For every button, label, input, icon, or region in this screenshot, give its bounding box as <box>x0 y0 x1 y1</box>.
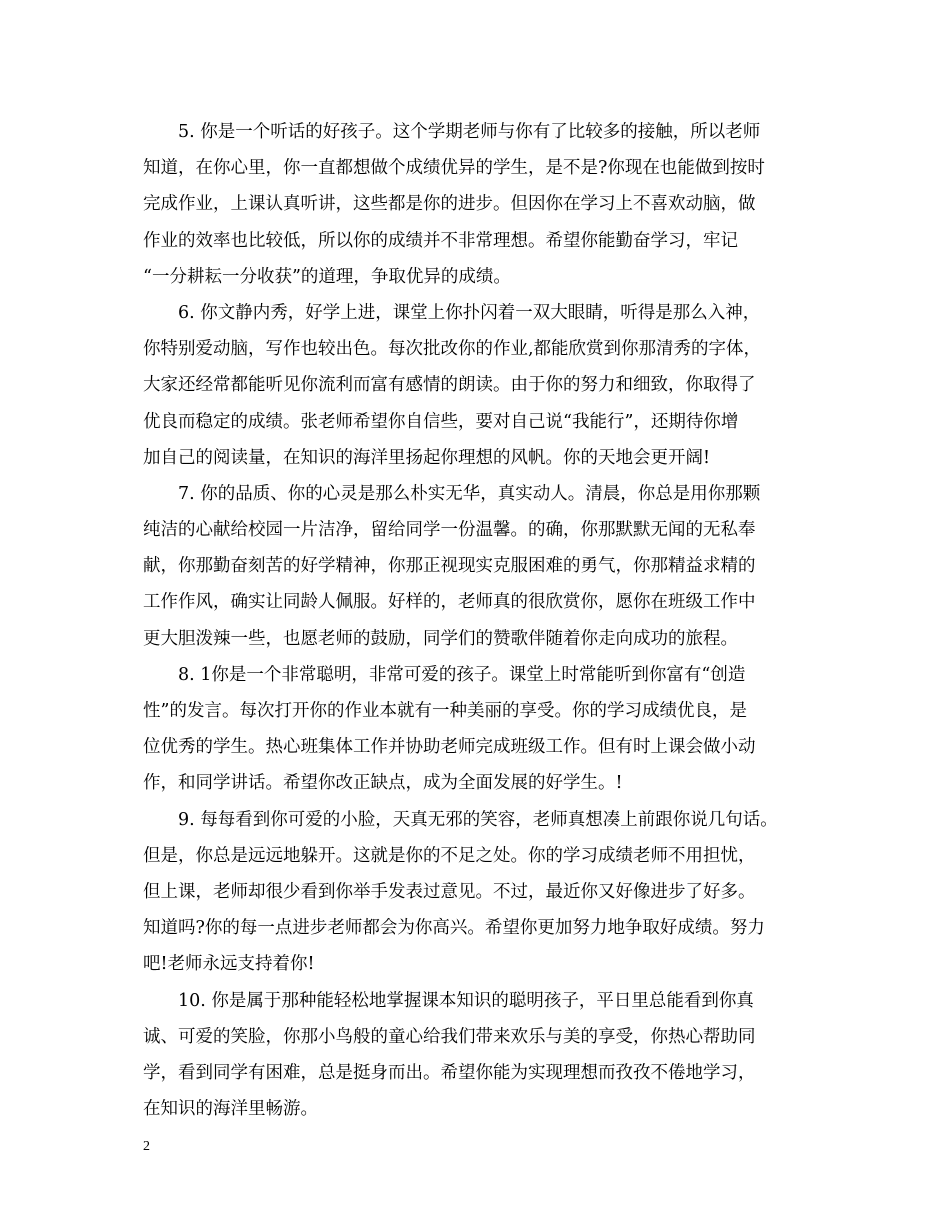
paragraph <box>143 657 813 802</box>
text-line: 作业的效率也比较低，所以你的成绩并不非常理想。希望你能勤奋学习，牢记 <box>143 230 738 251</box>
text-line: 9. 每每看到你可爱的小脸，天真无邪的笑容，老师真想凑上前跟你说几句话。 <box>178 809 778 830</box>
text-line: 优良而稳定的成绩。张老师希望你自信些，要对自己说“我能行”，还期待你增 <box>143 411 739 432</box>
paragraph <box>143 983 813 1128</box>
text-line: 知道吗?你的每一点进步老师都会为你高兴。希望你更加努力地争取好成绩。努力 <box>143 918 765 939</box>
document-body <box>143 114 813 1127</box>
text-line: 性”的发言。每次打开你的作业本就有一种美丽的享受。你的学习成绩优良，是 <box>143 701 747 721</box>
text-line: 8. 1你是一个非常聪明，非常可爱的孩子。课堂上时常能听到你富有“创造 <box>178 664 746 685</box>
paragraph <box>143 295 813 476</box>
text-line: 位优秀的学生。热心班集体工作并协助老师完成班级工作。但有时上课会做小动 <box>143 737 756 758</box>
text-line: “一分耕耘一分收获”的道理，争取优异的成绩。 <box>143 266 511 287</box>
text-line: 大家还经常都能听见你流利而富有感情的朗读。由于你的努力和细致，你取得了 <box>143 375 756 396</box>
text-line: 知道，在你心里，你一直都想做个成绩优异的学生，是不是?你现在也能做到按时 <box>143 158 765 179</box>
text-line: 纯洁的心献给校园一片洁净，留给同学一份温馨。的确，你那默默无闻的无私奉 <box>143 520 756 541</box>
paragraph <box>143 114 813 295</box>
text-line: 6. 你文静内秀，好学上进，课堂上你扑闪着一双大眼睛，听得是那么入神， <box>178 302 761 323</box>
text-line: 在知识的海洋里畅游。 <box>143 1099 318 1120</box>
text-line: 7. 你的品质、你的心灵是那么朴实无华，真实动人。清晨，你总是用你那颗 <box>178 483 761 504</box>
text-line: 作，和同学讲话。希望你改正缺点，成为全面发展的好学生。! <box>143 773 623 794</box>
text-line: 献，你那勤奋刻苦的好学精神，你那正视现实克服困难的勇气，你那精益求精的 <box>143 556 756 577</box>
text-line: 诚、可爱的笑脸，你那小鸟般的童心给我们带来欢乐与美的享受，你热心帮助同 <box>143 1026 756 1047</box>
text-line: 10. 你是属于那种能轻松地掌握课本知识的聪明孩子，平日里总能看到你真 <box>178 990 754 1011</box>
text-line: 完成作业，上课认真听讲，这些都是你的进步。但因你在学习上不喜欢动脑，做 <box>143 194 756 215</box>
page-number: 2 <box>143 1139 150 1154</box>
paragraph <box>143 802 813 983</box>
text-line: 吧!老师永远支持着你! <box>143 954 315 975</box>
text-line: 但上课，老师却很少看到你举手发表过意见。不过，最近你又好像进步了好多。 <box>143 881 756 902</box>
text-line: 更大胆泼辣一些，也愿老师的鼓励，同学们的赞歌伴随着你走向成功的旅程。 <box>143 628 738 649</box>
text-line: 学，看到同学有困难，总是挺身而出。希望你能为实现理想而孜孜不倦地学习， <box>143 1062 756 1083</box>
text-line: 你特别爱动脑，写作也较出色。每次批改你的作业,都能欣赏到你那清秀的字体， <box>143 339 762 360</box>
text-line: 但是，你总是远远地躲开。这就是你的不足之处。你的学习成绩老师不用担忧， <box>143 845 756 866</box>
text-line: 加自己的阅读量，在知识的海洋里扬起你理想的风帆。你的天地会更开阔! <box>143 447 711 468</box>
paragraph <box>143 476 813 657</box>
text-line: 工作作风，确实让同龄人佩服。好样的，老师真的很欣赏你，愿你在班级工作中 <box>143 592 756 613</box>
text-line: 5. 你是一个听话的好孩子。这个学期老师与你有了比较多的接触，所以老师 <box>178 122 761 142</box>
